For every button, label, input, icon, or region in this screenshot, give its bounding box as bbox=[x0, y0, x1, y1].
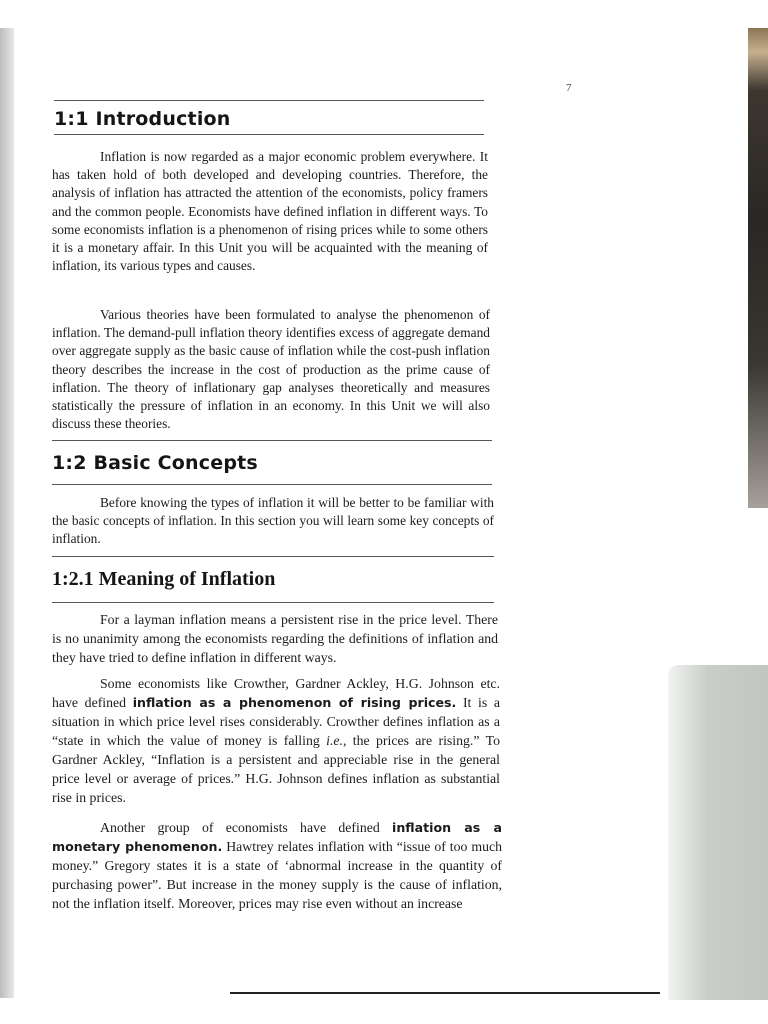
heading-rule-top bbox=[54, 100, 484, 101]
emphasis-monetary-phenomenon: inflation as a monetary phenomenon. bbox=[52, 820, 502, 854]
page-number: 7 bbox=[566, 82, 572, 94]
subsection-heading-meaning-of-inflation: 1:2.1 Meaning of Inflation bbox=[52, 568, 276, 590]
section-heading-basic-concepts: 1:2 Basic Concepts bbox=[52, 452, 258, 474]
page-left-shadow bbox=[0, 28, 14, 998]
heading-rule-bottom bbox=[52, 484, 492, 485]
intro-paragraph-1: Inflation is now regarded as a major economic problem everywhere. It has taken hold of both developed and developing countries. Therefore, the analysis of inflation has attracted the attention of the economists, policy framers and the common people. Economists have defined inflation in different ways. To some economists inflation is a phenomenon of rising prices while to some others it is a monetary affair. In this Unit you will be acquainted with the meaning of inflation, its various types and causes. bbox=[52, 149, 488, 274]
page-bottom-rule bbox=[230, 992, 660, 994]
page-shadow bbox=[668, 665, 768, 1000]
heading-rule-bottom bbox=[52, 602, 494, 603]
emphasis-rising-prices: inflation as a phenomenon of rising prices. bbox=[132, 695, 457, 710]
section-heading-introduction: 1:1 Introduction bbox=[54, 108, 231, 130]
heading-rule-bottom bbox=[54, 134, 484, 135]
meaning-paragraph-3: Another group of economists have defined inflation as a monetary phenomenon. Hawtrey relates inflation with “issue of too much money.” Gregory states it is a state of ‘abnormal increase in the quantity of purchasing power”. But increase in the money supply is the cause of inflation, not the inflation itself. Moreover, prices may rise even without an increase bbox=[52, 820, 502, 911]
intro-paragraph-2: Various theories have been formulated to analyse the phenomenon of inflation. The demand-pull inflation theory identifies excess of aggregate demand over aggregate supply as the basic cause of inflation while the cost-push inflation theory describes the increase in the cost of production as the prime cause of inflation. The theory of inflationary gap analyses theoretically and measures statistically the pressure of inflation in an economy. In this Unit we will also discuss these theories. bbox=[52, 307, 490, 432]
emphasis-ie: i.e. bbox=[326, 733, 343, 748]
book-spine-edge bbox=[748, 28, 768, 508]
meaning-paragraph-2: Some economists like Crowther, Gardner Ackley, H.G. Johnson etc. have defined inflation as a phenomenon of rising prices. It is a situation in which price level rises considerably. Crowther defines inflation as a “state in which the value of money is falling i.e., the prices are rising.” To Gardner Ackley, “Inflation is a persistent and appreciable rise in the general price level or average of prices.” H.G. Johnson defines inflation as substantial rise in prices. bbox=[52, 676, 500, 805]
basic-concepts-paragraph: Before knowing the types of inflation it will be better to be familiar with the basic concepts of inflation. In this section you will learn some key concepts of inflation. bbox=[52, 495, 494, 547]
meaning-paragraph-1: For a layman inflation means a persistent rise in the price level. There is no unanimity among the economists regarding the definitions of inflation and they have tried to define inflation in different ways. bbox=[52, 612, 498, 665]
heading-rule-top bbox=[52, 440, 492, 441]
heading-rule-top bbox=[52, 556, 494, 557]
